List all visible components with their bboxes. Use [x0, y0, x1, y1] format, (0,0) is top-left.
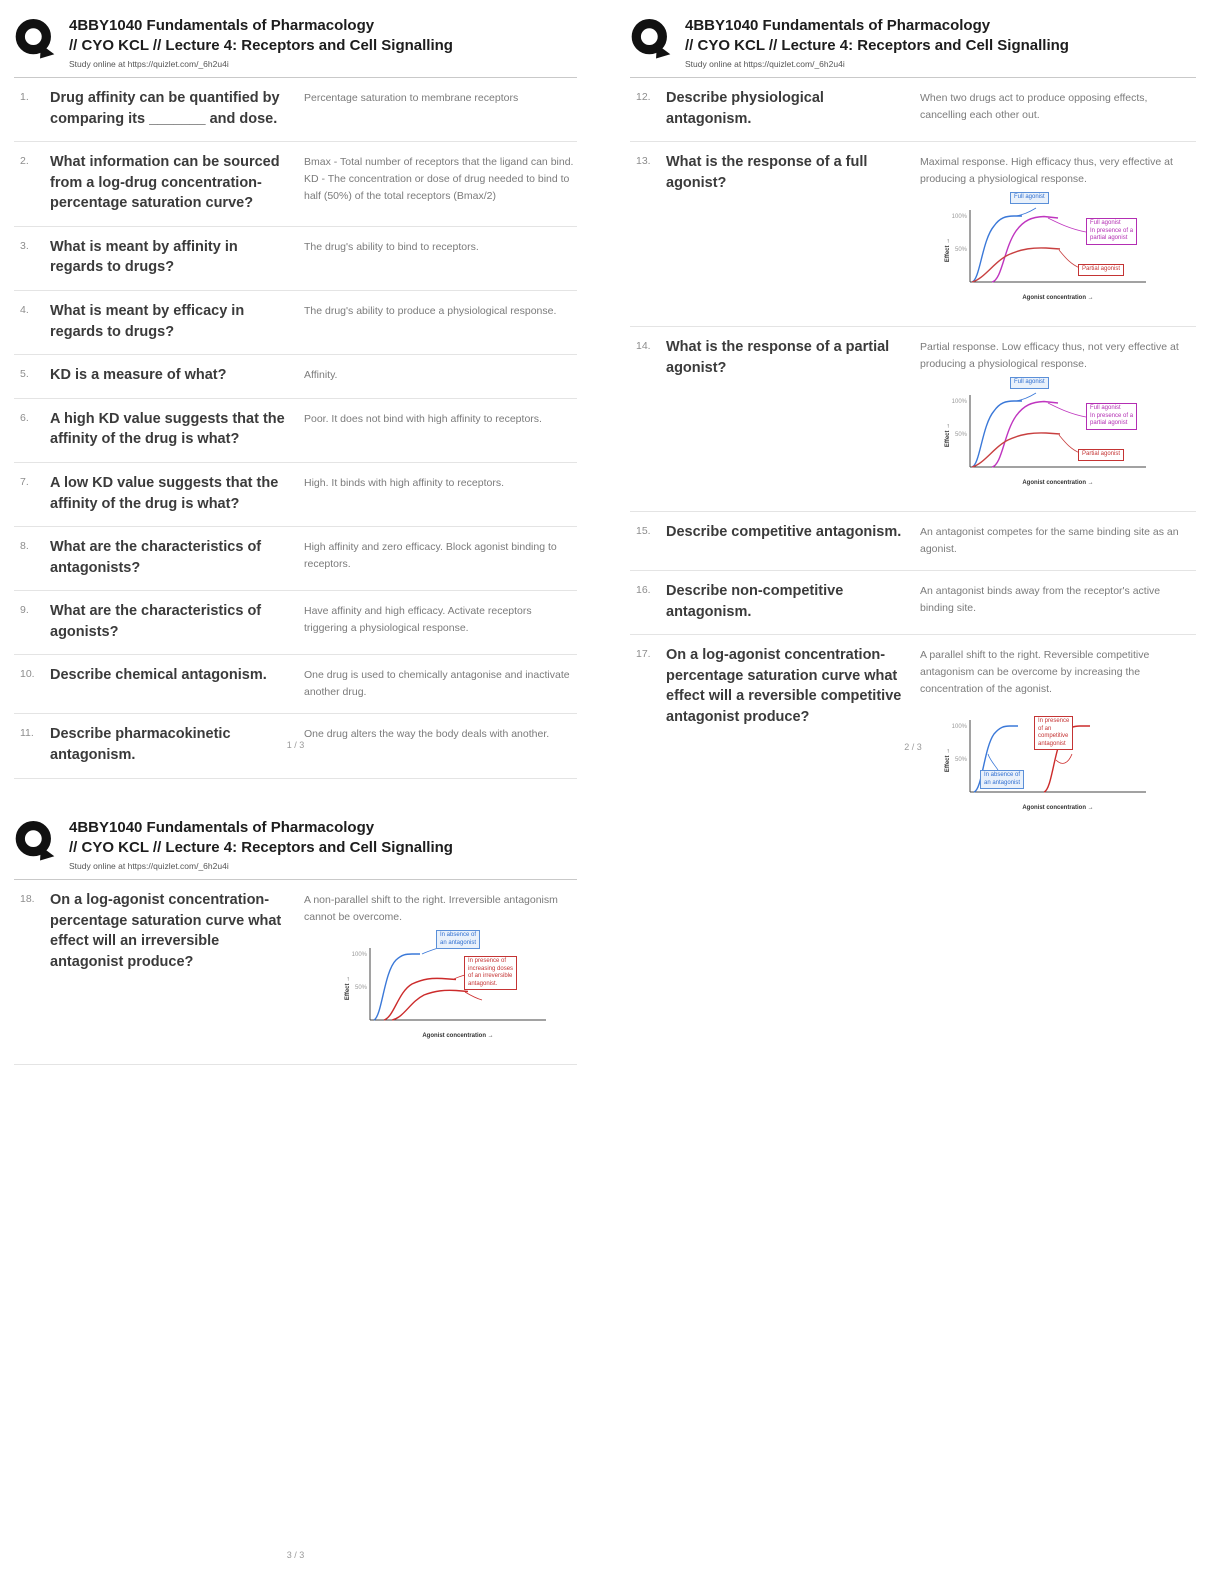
irreversible-dose1-curve [384, 978, 456, 1020]
card-answer: Have affinity and high efficacy. Activate receptors triggering a physiological response. [304, 605, 532, 635]
page-header [14, 16, 577, 78]
absence-antagonist-label: In absence of an antagonist [436, 930, 480, 949]
answer-text: Maximal response. High efficacy thus, very effective at producing a physiological response. [920, 156, 1173, 186]
full-agonist-presence-label: Full agonist In presence of a partial agonist [1086, 403, 1137, 430]
quizlet-q-logo-icon [630, 17, 672, 63]
card-answer: The drug's ability to produce a physiological response. [304, 305, 557, 318]
set-title-line1: 4BBY1040 Fundamentals of Pharmacology [69, 17, 375, 34]
card-answer: One drug is used to chemically antagonise and inactivate another drug. [304, 669, 570, 699]
partial-agonist-label: Partial agonist [1078, 264, 1124, 276]
irreversible-antagonist-chart [340, 930, 560, 1052]
study-online-link[interactable]: Study online at https://quizlet.com/_6h2u4i [69, 59, 229, 69]
set-title-line1: 4BBY1040 Fundamentals of Pharmacology [69, 819, 375, 836]
flashcard-row [630, 327, 1196, 512]
printed-page-2 [630, 16, 1196, 812]
card-answer: Poor. It does not bind with high affinity to receptors. [304, 412, 542, 425]
card-question: A low KD value suggests that the affinity of the drug is what? [50, 474, 279, 512]
card-number: 10. [20, 668, 35, 681]
card-answer: Affinity. [304, 369, 338, 382]
card-question: Describe competitive antagonism. [666, 524, 902, 541]
card-question: What is the response of a partial agonist? [666, 339, 890, 376]
flashcard-row [14, 527, 577, 591]
card-number: 4. [20, 304, 29, 317]
presence-competitive-antagonist-label: In presence of an competitive antagonist [1034, 716, 1073, 750]
flashcard-row [630, 78, 1196, 142]
dose-response-chart [940, 192, 1160, 314]
svg-text:100%: 100% [951, 399, 967, 406]
flashcard-row [14, 463, 577, 527]
reversible-antagonist-chart [940, 702, 1160, 824]
card-answer: Bmax - Total number of receptors that the ligand can bind. KD - The concentration or dose of drug needed to bind to half (50%) of the total receptors (Bmax/2) [304, 156, 574, 203]
flashcard-row [14, 399, 577, 463]
card-question: Describe physiological antagonism. [666, 90, 824, 127]
absence-antagonist-label: In absence of an antagonist [980, 770, 1024, 789]
flashcard-row [630, 142, 1196, 327]
svg-text:Effect →: Effect → [945, 237, 951, 263]
card-number: 1. [20, 91, 29, 103]
answer-text: A non-parallel shift to the right. Irreversible antagonism cannot be overcome. [304, 894, 558, 923]
svg-text:100%: 100% [351, 952, 367, 958]
card-question: What is the response of a full agonist? [666, 154, 868, 191]
dose-response-chart [940, 377, 1160, 499]
flashcard-row [14, 355, 577, 399]
card-number: 15. [636, 525, 651, 538]
card-number: 3. [20, 239, 29, 252]
quizlet-q-logo-icon [14, 819, 56, 865]
full-agonist-curve [972, 401, 1022, 467]
flashcard-row [630, 571, 1196, 635]
svg-text:50%: 50% [954, 757, 967, 764]
svg-text:Effect →: Effect → [945, 748, 951, 773]
flashcard-row [630, 512, 1196, 571]
card-answer: When two drugs act to produce opposing effects, cancelling each other out. [920, 92, 1148, 121]
card-number: 14. [636, 340, 651, 353]
printed-page-3 [14, 818, 577, 1560]
flashcard-row [14, 655, 577, 714]
card-question: What are the characteristics of agonists? [50, 603, 262, 640]
chart-canvas [340, 936, 560, 1044]
card-number: 2. [20, 155, 29, 168]
card-number: 8. [20, 540, 29, 553]
card-number: 12. [636, 91, 651, 103]
card-question: A high KD value suggests that the affinity of the drug is what? [50, 410, 285, 448]
partial-agonist-label: Partial agonist [1078, 449, 1124, 461]
svg-text:100%: 100% [951, 214, 967, 221]
irreversible-dose2-curve [392, 990, 468, 1020]
set-title-line1: 4BBY1040 Fundamentals of Pharmacology [685, 17, 991, 34]
answer-text: Partial response. Low efficacy thus, not very effective at producing a physiological response. [920, 341, 1179, 371]
card-question: KD is a measure of what? [50, 367, 227, 384]
partial-agonist-curve [972, 433, 1060, 467]
svg-text:Agonist concentration →: Agonist concentration → [1022, 805, 1094, 812]
header-text [69, 16, 453, 69]
chart-canvas [940, 383, 1160, 491]
svg-text:50%: 50% [354, 985, 367, 991]
flashcard-row [14, 880, 577, 1065]
full-agonist-label: Full agonist [1010, 377, 1049, 389]
chart-canvas [940, 198, 1160, 306]
card-answer [920, 645, 1196, 824]
svg-text:Agonist concentration →: Agonist concentration → [1022, 295, 1094, 302]
set-title-line2: // CYO KCL // Lecture 4: Receptors and Cell Signalling [69, 37, 453, 54]
answer-text: A parallel shift to the right. Reversible competitive antagonism can be overcome by increasing the concentration of the agonist. [920, 649, 1150, 696]
card-number: 17. [636, 648, 651, 661]
card-answer: High. It binds with high affinity to receptors. [304, 476, 504, 489]
header-text [685, 16, 1069, 69]
card-question: Drug affinity can be quantified by comparing its _______ and dose. [50, 90, 280, 127]
full-agonist-presence-label: Full agonist In presence of a partial agonist [1086, 218, 1137, 245]
card-question: On a log-agonist concentration-percentage saturation curve what effect will an irreversible antagonist produce? [50, 892, 282, 970]
card-question: What are the characteristics of antagonists? [50, 539, 262, 576]
set-title-line2: // CYO KCL // Lecture 4: Receptors and Cell Signalling [685, 37, 1069, 54]
card-answer: An antagonist binds away from the receptor's active binding site. [920, 585, 1161, 615]
printed-page-1 [14, 16, 577, 763]
card-number: 5. [20, 368, 29, 381]
flashcard-row [630, 635, 1196, 836]
card-answer [920, 337, 1196, 499]
flashcard-row [14, 78, 577, 142]
set-title-line2: // CYO KCL // Lecture 4: Receptors and Cell Signalling [69, 839, 453, 856]
card-answer: High affinity and zero efficacy. Block agonist binding to receptors. [304, 541, 557, 571]
flashcard-row [14, 142, 577, 227]
card-question: What information can be sourced from a log-drug concentration-percentage saturation curve? [50, 154, 280, 212]
flashcard-row [14, 591, 577, 655]
card-number: 16. [636, 584, 651, 597]
card-number: 11. [20, 727, 34, 740]
page-header [630, 16, 1196, 78]
card-answer [920, 152, 1196, 314]
svg-text:Effect →: Effect → [945, 422, 951, 448]
card-answer: One drug alters the way the body deals with another. [304, 728, 550, 741]
page-number: 3 / 3 [286, 1550, 305, 1560]
card-question: Describe chemical antagonism. [50, 667, 267, 684]
card-question: Describe pharmacokinetic antagonism. [50, 726, 231, 763]
card-answer: The drug's ability to bind to receptors. [304, 240, 479, 253]
no-antagonist-curve [374, 954, 420, 1020]
svg-text:50%: 50% [954, 247, 967, 254]
header-text [69, 818, 453, 871]
quizlet-q-logo-icon [14, 17, 56, 63]
full-agonist-label: Full agonist [1010, 192, 1049, 204]
presence-irreversible-antagonist-label: In presence of increasing doses of an irreversible antagonist. [464, 956, 517, 990]
card-answer [304, 890, 577, 1052]
card-number: 18. [20, 893, 35, 905]
page-number: 1 / 3 [286, 740, 305, 750]
card-question: What is meant by efficacy in regards to drugs? [50, 303, 245, 340]
svg-text:100%: 100% [951, 724, 967, 731]
card-question: Describe non-competitive antagonism. [666, 583, 844, 620]
card-number: 6. [20, 411, 29, 424]
partial-agonist-curve [972, 248, 1060, 282]
svg-text:Agonist concentration →: Agonist concentration → [422, 1033, 494, 1039]
page-number: 2 / 3 [904, 742, 922, 752]
card-number: 7. [20, 475, 29, 488]
svg-text:Agonist concentration →: Agonist concentration → [1022, 480, 1094, 487]
card-answer: Percentage saturation to membrane receptors [304, 92, 519, 104]
flashcard-row [14, 227, 577, 291]
card-question: On a log-agonist concentration-percentage saturation curve what effect will a reversible competitive antagonist produce? [666, 647, 902, 726]
study-online-link[interactable]: Study online at https://quizlet.com/_6h2u4i [685, 59, 845, 69]
card-question: What is meant by affinity in regards to drugs? [50, 238, 238, 276]
flashcard-row [14, 291, 577, 355]
card-number: 9. [20, 604, 29, 617]
card-number: 13. [636, 155, 651, 168]
card-answer: An antagonist competes for the same binding site as an agonist. [920, 526, 1179, 556]
svg-text:50%: 50% [954, 432, 967, 439]
full-agonist-curve [972, 216, 1022, 282]
page-header [14, 818, 577, 880]
study-online-link[interactable]: Study online at https://quizlet.com/_6h2u4i [69, 861, 229, 871]
svg-text:Effect →: Effect → [345, 975, 351, 1001]
